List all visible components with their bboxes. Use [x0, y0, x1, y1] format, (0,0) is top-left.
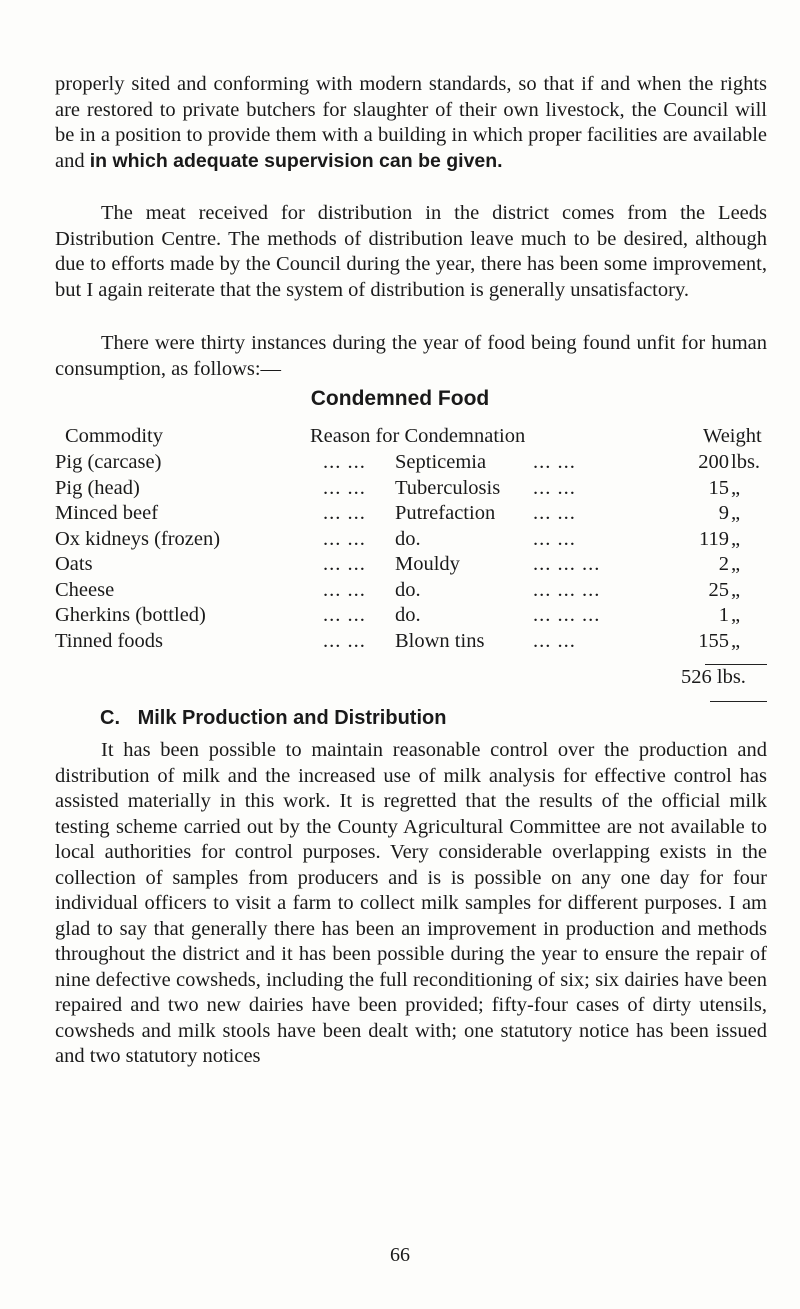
- leader-dots: ... ...: [323, 451, 366, 473]
- leader-dots: ... ...: [323, 578, 366, 601]
- leader-dots: ... ...: [533, 476, 576, 499]
- paragraph-bold-text: in which adequate supervision can be given.: [89, 149, 503, 172]
- table-row: [55, 553, 767, 578]
- leader-dots: ... ... ...: [533, 553, 601, 575]
- leader-dots: ... ...: [323, 553, 366, 575]
- cell-reason: Septicemia: [395, 451, 487, 473]
- leader-dots: ... ...: [533, 502, 576, 524]
- cell-unit: „: [731, 604, 741, 626]
- cell-commodity: Tinned foods: [55, 629, 164, 652]
- leader-dots: ... ...: [533, 451, 576, 473]
- table-row: [55, 502, 767, 527]
- cell-reason: Mouldy: [395, 553, 460, 575]
- total-underline: [710, 701, 767, 702]
- leader-dots: ... ... ...: [533, 578, 601, 601]
- leader-dots: ... ...: [323, 629, 366, 652]
- cell-unit: „: [731, 578, 741, 601]
- paragraph-unfit-food: There were thirty instances during the year of food being found unfit for human consumption, as follows:—: [55, 332, 767, 380]
- section-heading: [100, 707, 446, 730]
- cell-unit: „: [731, 502, 741, 524]
- cell-unit: „: [731, 553, 741, 575]
- cell-commodity: Minced beef: [55, 502, 159, 524]
- table-row: [55, 528, 767, 553]
- cell-commodity: Pig (carcase): [55, 451, 162, 473]
- table-row: [55, 604, 767, 629]
- leader-dots: ... ...: [533, 527, 576, 550]
- cell-reason: Putrefaction: [395, 502, 496, 524]
- cell-commodity: Pig (head): [55, 476, 140, 499]
- cell-reason: Blown tins: [395, 629, 485, 652]
- paragraph-milk: It has been possible to maintain reasonable control over the production and distribution of milk and the increased use of milk analysis for effective control has assisted materially in this work. It is regretted that the results of the official milk testing scheme carried out by the County Agricultural Committee are not available to local authorities for control purposes. Very considerable overlapping exists in the collection of samples from producers and is is possible on any one day for four individual officers to visit a farm to collect milk samples for different purposes. I am glad to say that generally there has been an improvement in production and methods throughout the district and it has been possible during the year to ensure the repair of nine defective cowsheds, including the full reconditioning of six; six dairies have been repaired and two new dairies have been provided; fifty-four cases of dirty utensils, cowsheds and milk stools have been dealt with; one statutory notice has been issued and two statutory notices: [55, 739, 767, 1067]
- cell-reason: Tuberculosis: [395, 476, 501, 499]
- cell-weight: 2: [718, 553, 729, 575]
- cell-reason: do.: [395, 604, 421, 626]
- cell-unit: „: [731, 476, 741, 499]
- table-row: [55, 630, 767, 655]
- cell-commodity: Gherkins (bottled): [55, 604, 206, 626]
- section-label: C.: [100, 707, 120, 729]
- leader-dots: ... ...: [323, 527, 366, 550]
- cell-commodity: Oats: [55, 553, 93, 575]
- leader-dots: ... ... ...: [533, 604, 601, 626]
- cell-commodity: Ox kidneys (frozen): [55, 527, 221, 550]
- leader-dots: ... ...: [323, 604, 366, 626]
- cell-weight: 9: [718, 502, 729, 524]
- cell-weight: 15: [708, 476, 729, 499]
- leader-dots: ... ...: [323, 502, 366, 524]
- cell-unit: „: [731, 527, 741, 550]
- total-rule: [705, 664, 767, 665]
- cell-commodity: Cheese: [55, 578, 115, 601]
- table-row: [55, 451, 767, 476]
- table-row: [55, 579, 767, 604]
- table-title: Condemned Food: [310, 387, 490, 410]
- cell-weight: 119: [699, 527, 729, 550]
- cell-weight: 25: [708, 578, 729, 601]
- table-row: [55, 477, 767, 502]
- column-header-commodity: Commodity: [65, 425, 163, 447]
- table-header-row: [55, 425, 767, 450]
- cell-unit: lbs.: [731, 451, 761, 473]
- column-header-weight: Weight: [703, 425, 762, 447]
- cell-unit: „: [731, 629, 741, 652]
- cell-weight: 1: [718, 604, 729, 626]
- cell-weight: 155: [698, 629, 729, 652]
- table-total: 526 lbs.: [681, 666, 746, 688]
- paragraph-meat-distribution: The meat received for distribution in the district comes from the Leeds Distribution Centre. The methods of distribution leave much to be desired, although due to efforts made by the Council during the year, there has been some improvement, but I again reiterate that the system of distribution is generally unsatisfactory.: [55, 202, 767, 301]
- paragraph-slaughterhouse: [55, 72, 767, 174]
- cell-reason: do.: [395, 578, 421, 601]
- column-header-reason: Reason for Condemnation: [310, 425, 526, 447]
- page-number: 66: [390, 1244, 410, 1266]
- leader-dots: ... ...: [323, 476, 366, 499]
- leader-dots: ... ...: [533, 629, 576, 652]
- cell-reason: do.: [395, 527, 421, 550]
- section-title: Milk Production and Distribution: [137, 707, 447, 729]
- paragraph-text: properly sited and conforming with modern standards, so that if and when the rights are restored to private butchers for slaughter of their own livestock, the Council will be in a position to provide them with a building in which proper facilities are available and: [55, 73, 767, 172]
- cell-weight: 200: [698, 451, 729, 473]
